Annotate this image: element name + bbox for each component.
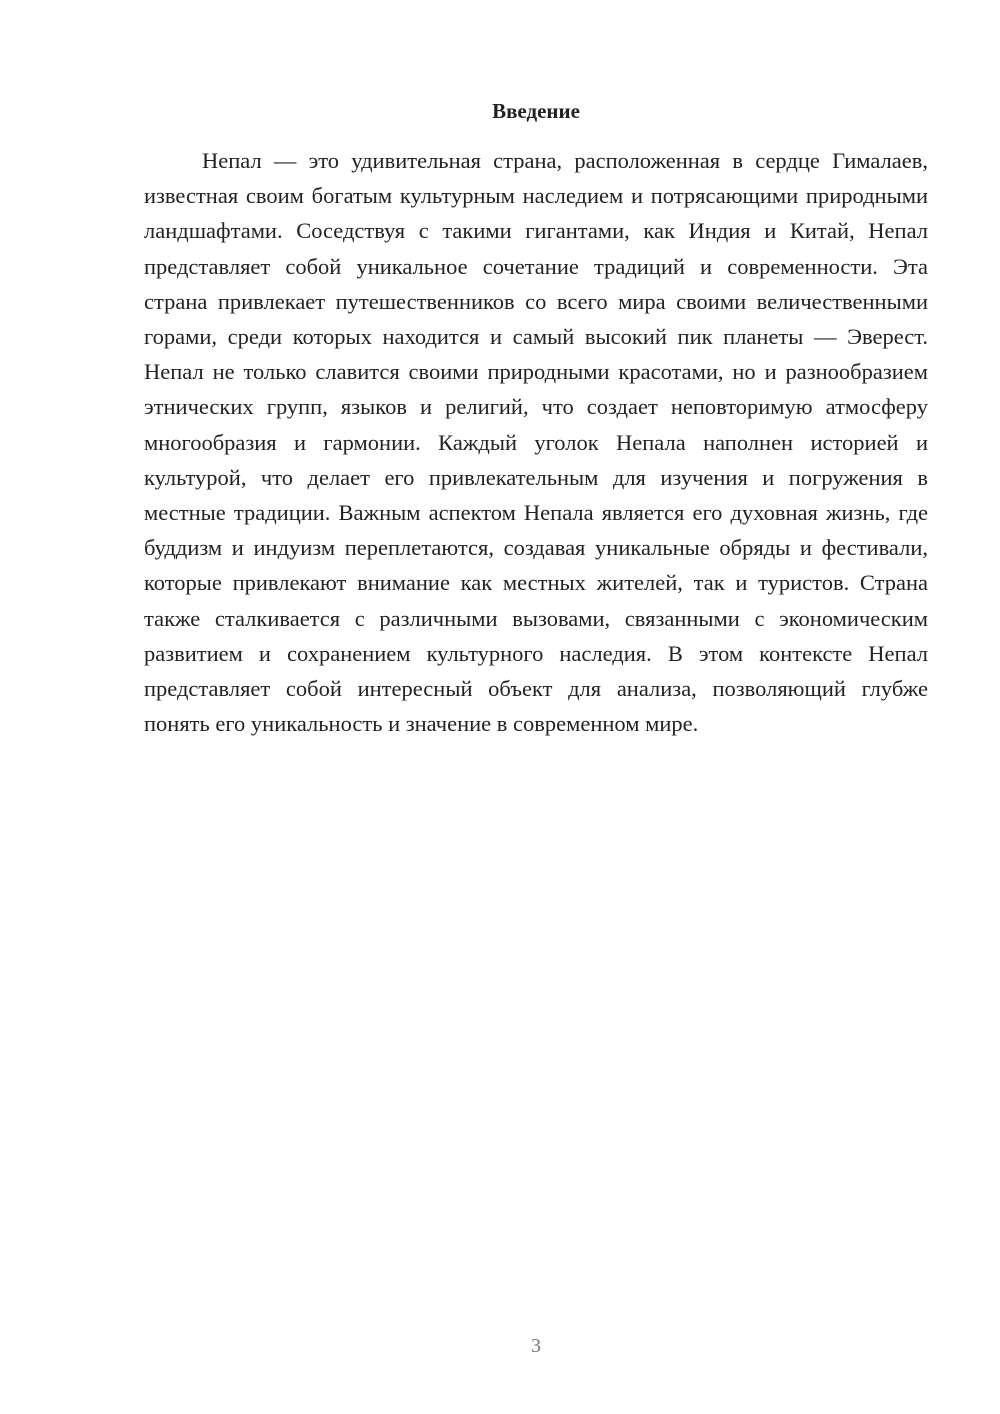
- body-paragraph: Непал — это удивительная страна, расположенная в сердце Гималаев, известная своим богатым культурным наследием и потрясающими природными ландшафтами. Соседствуя с такими гигантами, как Индия и Китай, Непал представляет собой уникальное сочетание традиций и современности. Эта страна привлекает путешественников со всего мира своими величественными горами, среди которых находится и самый высокий пик планеты — Эверест. Непал не только славится своими природными красотами, но и разнообразием этнических групп, языков и религий, что создает неповторимую атмосферу многообразия и гармонии. Каждый уголок Непала наполнен историей и культурой, что делает его привлекательным для изучения и погружения в местные традиции. Важным аспектом Непала является его духовная жизнь, где буддизм и индуизм переплетаются, создавая уникальные обряды и фестивали, которые привлекают внимание как местных жителей, так и туристов. Страна также сталкивается с различными вызовами, связанными с экономическим развитием и сохранением культурного наследия. В этом контексте Непал представляет собой интересный объект для анализа, позволяющий глубже понять его уникальность и значение в современном мире.: [144, 148, 928, 737]
- page-number: 3: [531, 1335, 541, 1357]
- section-heading: Введение: [492, 99, 580, 123]
